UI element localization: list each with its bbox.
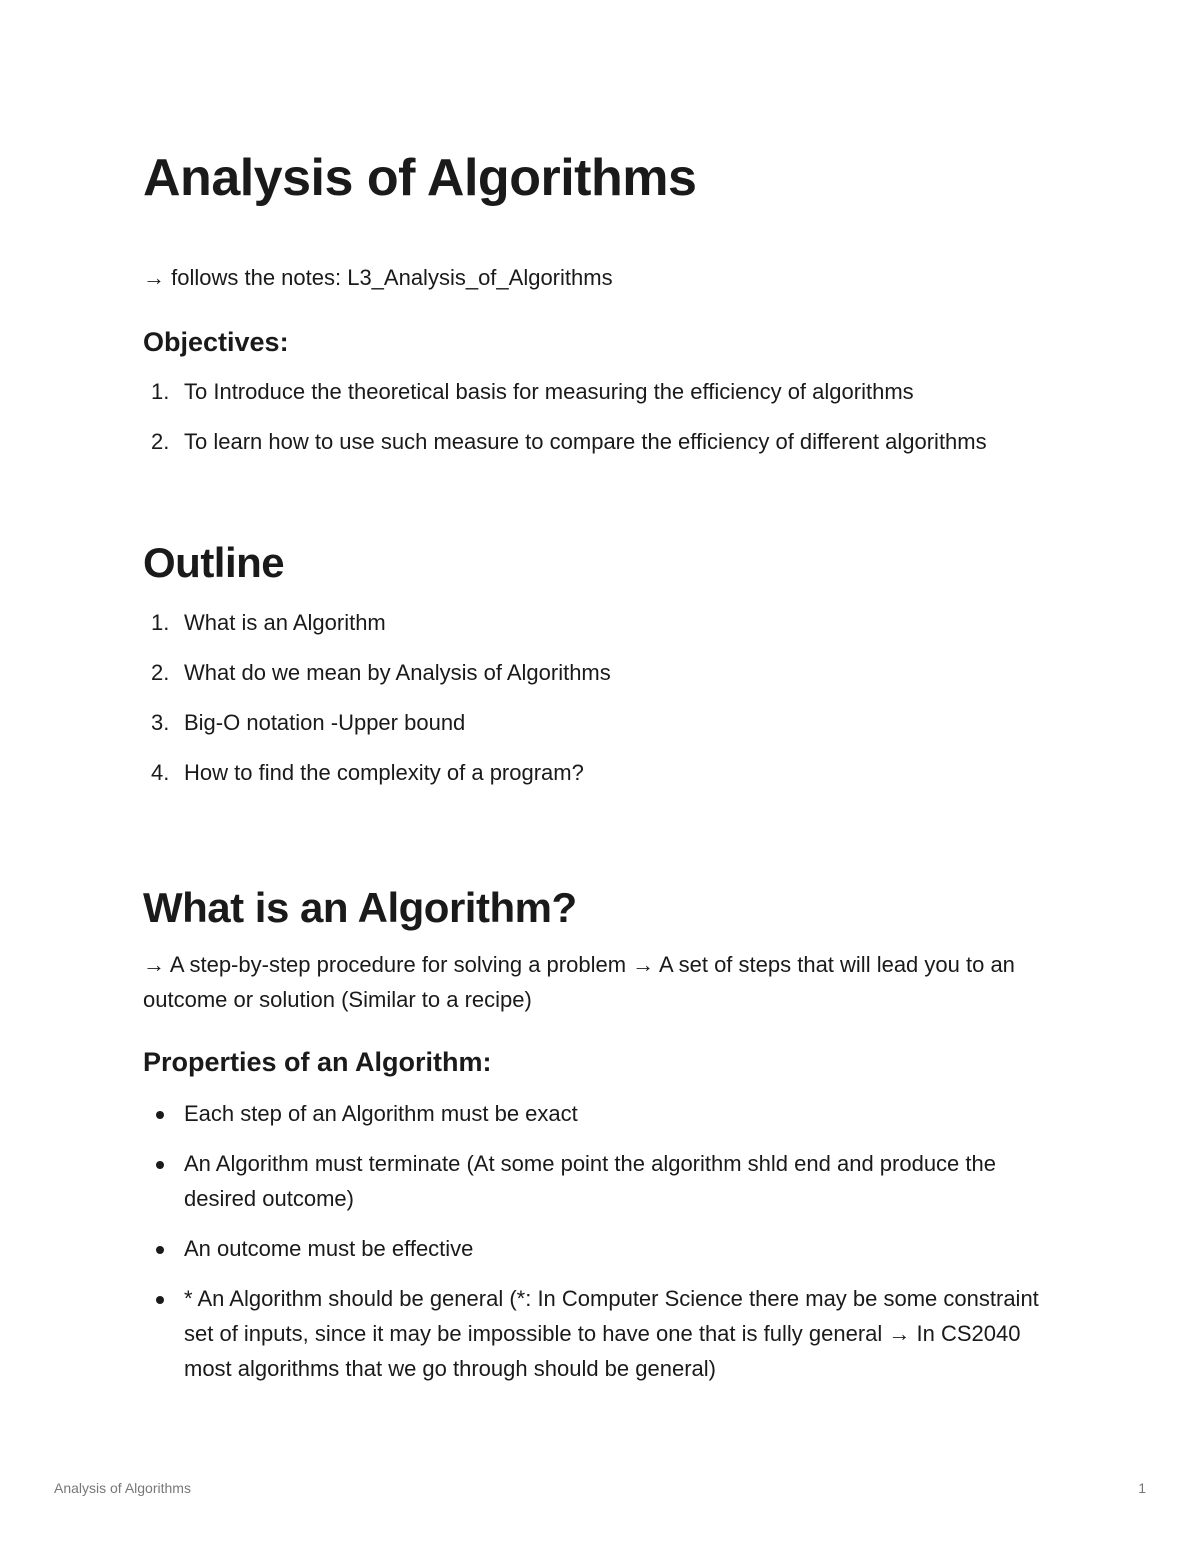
bullet-icon xyxy=(156,1296,164,1304)
footer-document-title: Analysis of Algorithms xyxy=(54,1480,191,1496)
list-item-text: What do we mean by Analysis of Algorithms xyxy=(184,660,611,685)
list-item xyxy=(143,424,1063,459)
objectives-list xyxy=(143,374,1063,474)
what-is-heading: What is an Algorithm? xyxy=(143,884,577,931)
list-number: 1. xyxy=(151,379,170,404)
list-number: 1. xyxy=(151,610,170,635)
list-item xyxy=(143,755,1063,790)
footer-page-number: 1 xyxy=(1138,1480,1146,1496)
what-is-body: → A step-by-step procedure for solving a problem → A set of steps that will lead you to an outcome or solution (Similar to a recipe) xyxy=(143,952,1015,1012)
list-number: 2. xyxy=(151,429,170,454)
properties-heading: Properties of an Algorithm: xyxy=(143,1047,492,1077)
list-item-text: An Algorithm must terminate (At some point the algorithm shld end and produce the desired outcome) xyxy=(184,1151,996,1211)
list-item xyxy=(143,605,1063,640)
bullet-icon xyxy=(156,1111,164,1119)
list-item-text: To Introduce the theoretical basis for measuring the efficiency of algorithms xyxy=(184,379,914,404)
bullet-icon xyxy=(156,1161,164,1169)
list-item-text: How to find the complexity of a program? xyxy=(184,760,584,785)
list-item xyxy=(143,1146,1063,1216)
list-item xyxy=(143,1231,1063,1266)
document-title: Analysis of Algorithms xyxy=(143,149,697,207)
outline-heading: Outline xyxy=(143,539,285,586)
list-item xyxy=(143,1096,1063,1131)
bullet-icon xyxy=(156,1246,164,1254)
list-item xyxy=(143,705,1063,740)
list-item-text: To learn how to use such measure to compare the efficiency of different algorithms xyxy=(184,429,987,454)
list-number: 4. xyxy=(151,760,170,785)
list-item xyxy=(143,374,1063,409)
list-item-text: What is an Algorithm xyxy=(184,610,386,635)
list-number: 2. xyxy=(151,660,170,685)
list-item-text: Each step of an Algorithm must be exact xyxy=(184,1101,578,1126)
list-item-text: Big-O notation -Upper bound xyxy=(184,710,466,735)
list-number: 3. xyxy=(151,710,170,735)
outline-list xyxy=(143,605,1063,805)
list-item-text: * An Algorithm should be general (*: In Computer Science there may be some constraint set of inputs, since it may be impossible to have one that is fully general → In CS2040 most algorithms that we go through should be general) xyxy=(184,1286,1039,1381)
properties-list xyxy=(143,1096,1063,1401)
intro-note: → follows the notes: L3_Analysis_of_Algorithms xyxy=(143,265,613,290)
objectives-heading: Objectives: xyxy=(143,327,289,357)
list-item xyxy=(143,655,1063,690)
list-item xyxy=(143,1281,1063,1386)
list-item-text: An outcome must be effective xyxy=(184,1236,474,1261)
